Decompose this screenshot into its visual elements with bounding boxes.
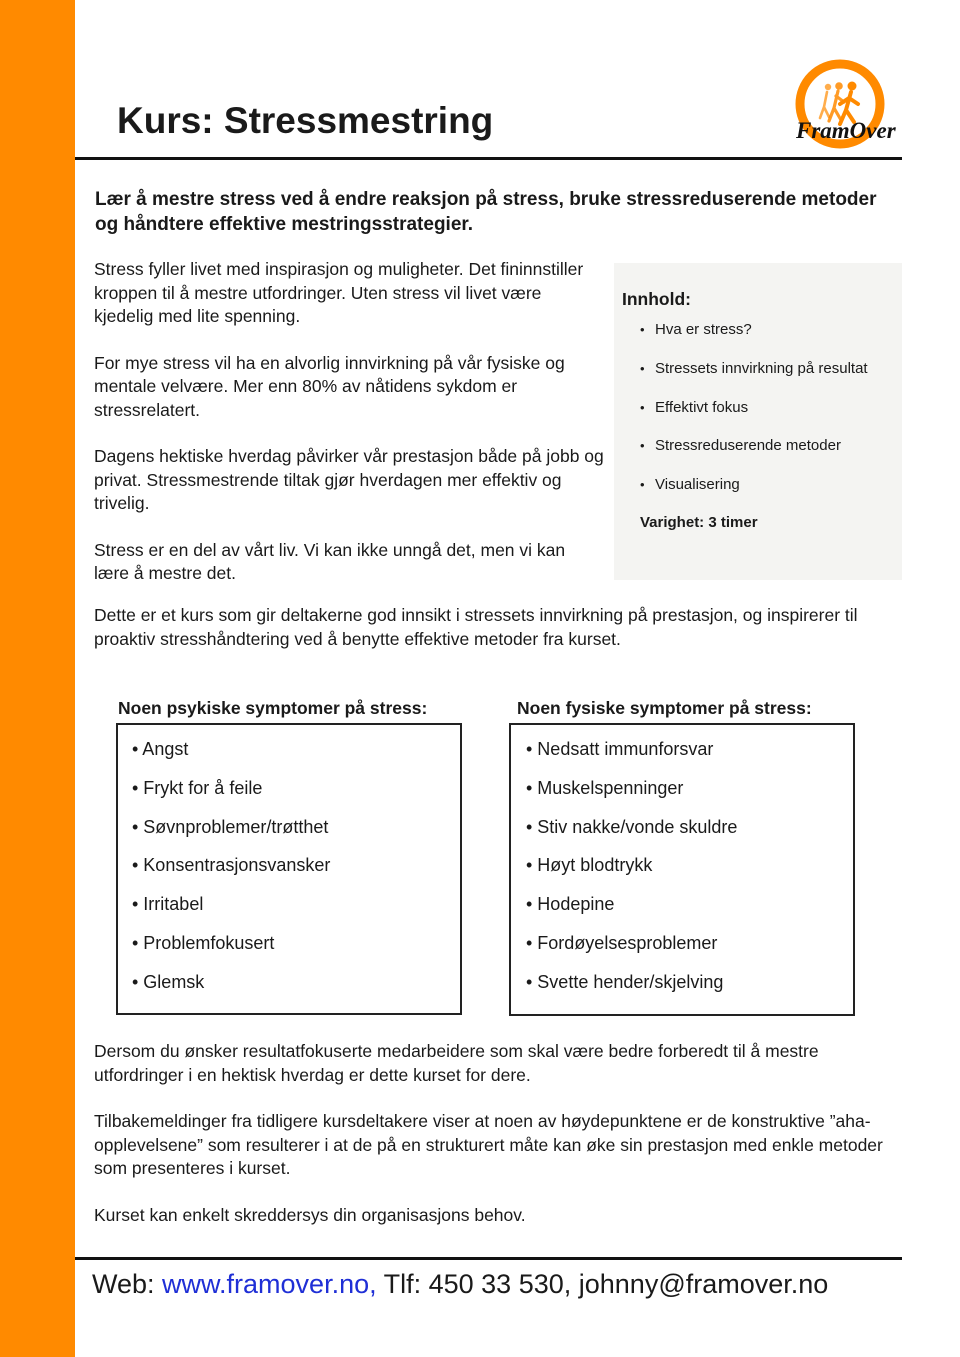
lead-text: Lær å mestre stress ved å endre reaksjon på stress, bruke stressreduserende metoder og håndtere effektive mestringsstrategier.: [95, 189, 877, 235]
contact-line: [92, 1264, 828, 1304]
list-item: • Stressreduserende metoder: [640, 435, 902, 474]
physical-symptoms-list: [526, 737, 737, 1009]
list-item: • Søvnproblemer/trøtthet: [132, 816, 329, 837]
list-item: • Stiv nakke/vonde skuldre: [526, 816, 738, 837]
bullet-icon: •: [640, 360, 645, 376]
list-item: • Stressets innvirkning på resultat: [640, 358, 902, 397]
body-paragraph: Dersom du ønsker resultatfokuserte medarbeidere som skal være bedre forberedt til å mestre utfordringer i en hektisk hverdag er dette kurset for dere.: [94, 1041, 819, 1085]
list-item: • Hodepine: [526, 894, 615, 915]
list-item: • Frykt for å feile: [132, 777, 263, 798]
framover-logo: [788, 58, 906, 158]
contents-title: Innhold:: [622, 289, 692, 309]
psychic-symptoms-title: Noen psykiske symptomer på stress:: [118, 698, 428, 718]
intro-paragraph: Stress fyller livet med inspirasjon og muligheter. Det fininnstiller kroppen til å mestre utfordringer. Uten stress vil livet være kjedelig med lite spenning.: [94, 259, 584, 326]
header-divider: [75, 157, 902, 160]
list-item: • Effektivt fokus: [640, 397, 902, 436]
list-item: • Glemsk: [132, 971, 205, 992]
list-item: • Høyt blodtrykk: [526, 855, 653, 876]
list-item: • Irritabel: [132, 894, 204, 915]
summary-text: Dette er et kurs som gir deltakerne god innsikt i stressets innvirkning på prestasjon, og inspirerer til proaktiv stresshåndtering ved å benytte effektive metoder fra kurset.: [94, 605, 858, 649]
logo-wordmark: FramOver: [796, 118, 896, 143]
body-paragraph: Kurset kan enkelt skreddersys din organisasjons behov.: [94, 1204, 526, 1225]
psychic-symptoms-box: [116, 723, 462, 1015]
list-item: • Angst: [132, 739, 189, 759]
web-label: Web:: [92, 1269, 163, 1299]
body-paragraph: Tilbakemeldinger fra tidligere kursdeltakere viser at noen av høydepunktene er de konstruktive ”aha-opplevelsene” som resulterer i at de på en strukturert måte kan øke sin prestasjon med enkle metoder som presenteres i kurset.: [94, 1111, 883, 1178]
bullet-icon: •: [640, 438, 645, 454]
phone-email-text: Tlf: 450 33 530, johnny@framover.no: [376, 1269, 829, 1299]
list-item: • Muskelspenninger: [526, 777, 684, 798]
closing-text: [94, 1040, 909, 1250]
page-title: Kurs: Stressmestring: [117, 100, 494, 141]
list-item: • Nedsatt immunforsvar: [526, 739, 714, 759]
psychic-symptoms-list: [132, 737, 330, 1009]
list-item: • Hva er stress?: [640, 319, 902, 358]
physical-symptoms-box: [509, 723, 855, 1016]
list-item: • Svette hender/skjelving: [526, 971, 724, 992]
physical-symptoms-title: Noen fysiske symptomer på stress:: [517, 698, 812, 718]
list-item: • Problemfokusert: [132, 932, 275, 953]
website-link[interactable]: www.framover.no,: [162, 1269, 377, 1299]
contents-list: [640, 319, 902, 513]
list-item: • Fordøyelsesproblemer: [526, 932, 718, 953]
list-item: • Konsentrasjonsvansker: [132, 855, 331, 876]
intro-paragraph: Stress er en del av vårt liv. Vi kan ikke unngå det, men vi kan lære å mestre det.: [94, 539, 566, 583]
bullet-icon: •: [640, 477, 645, 493]
footer-divider: [75, 1257, 902, 1260]
duration-text: Varighet: 3 timer: [640, 514, 758, 531]
bullet-icon: •: [640, 322, 645, 337]
intro-paragraph: Dagens hektiske hverdag påvirker vår prestasjon både på jobb og privat. Stressmestrende tiltak gjør hverdagen mer effektiv og trivelig.: [94, 446, 604, 513]
intro-paragraph: For mye stress vil ha en alvorlig innvirkning på vår fysiske og mentale velvære. Mer enn 80% av nåtidens sykdom er stressrelatert.: [94, 352, 565, 420]
bullet-icon: •: [640, 399, 645, 415]
list-item: • Visualisering: [640, 474, 902, 513]
intro-text: [94, 258, 604, 609]
contents-box: [614, 263, 902, 580]
orange-side-bar: [0, 0, 75, 1357]
